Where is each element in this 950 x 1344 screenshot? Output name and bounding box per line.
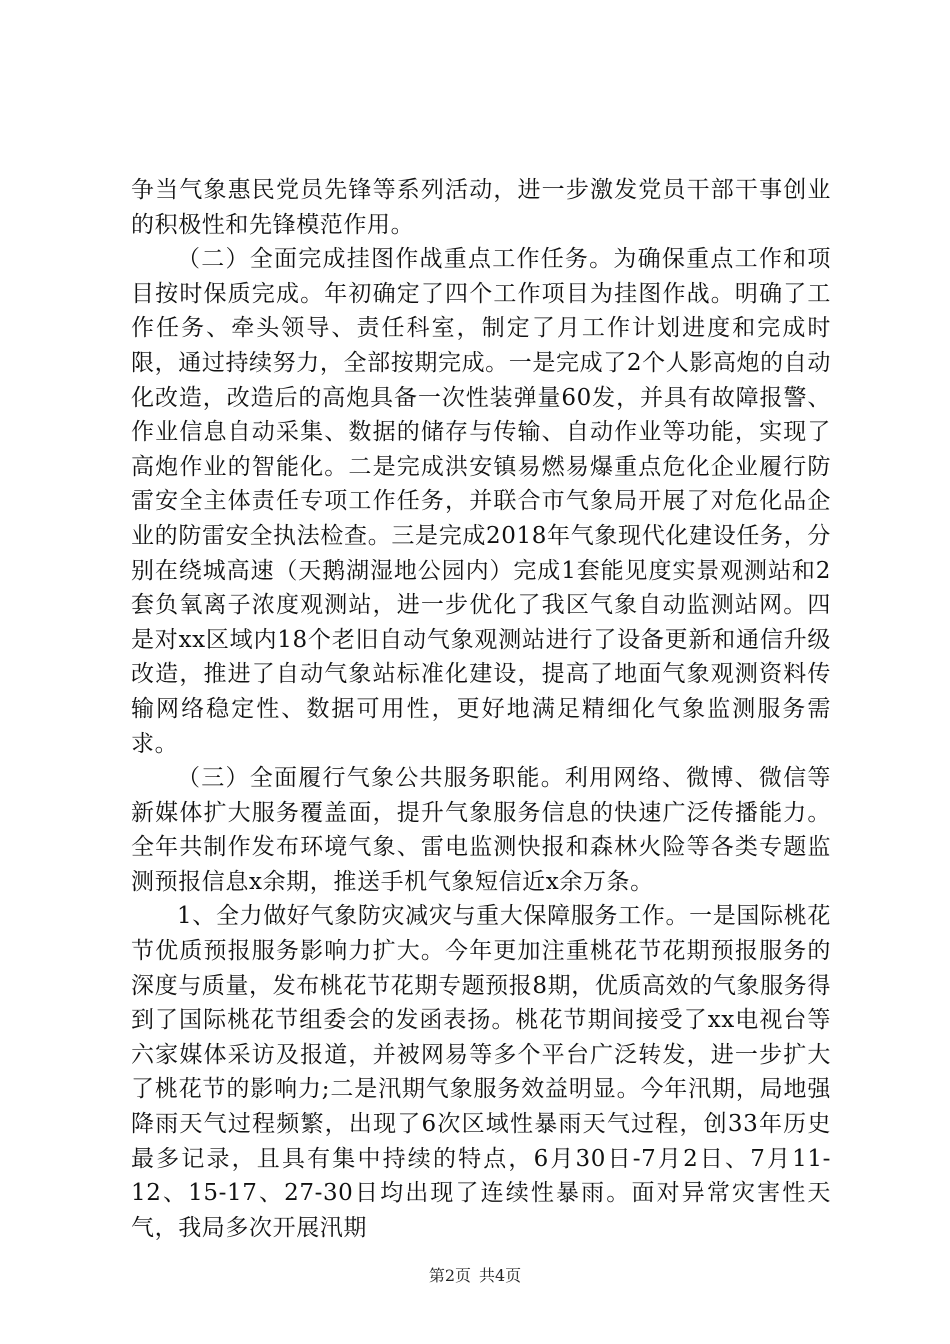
page-number: 第2页 <box>428 1266 471 1285</box>
document-body <box>131 173 831 1245</box>
paragraph-3: （三）全面履行气象公共服务职能。利用网络、微博、微信等新媒体扩大服务覆盖面，提升气象服务信息的快速广泛传播能力。全年共制作发布环境气象、雷电监测快报和森林火险等各类专题监测预报信息x余期，推送手机气象短信近x余万条。 <box>131 765 831 895</box>
paragraph-4: 1、全力做好气象防灾减灾与重大保障服务工作。一是国际桃花节优质预报服务影响力扩大。今年更加注重桃花节花期预报服务的深度与质量，发布桃花节花期专题预报8期，优质高效的气象服务得到了国际桃花节组委会的发函表扬。桃花节期间接受了xx电视台等六家媒体采访及报道，并被网易等多个平台广泛转发，进一步扩大了桃花节的影响力;二是汛期气象服务效益明显。今年汛期，局地强降雨天气过程频繁，出现了6次区域性暴雨天气过程，创33年历史最多记录，且具有集中持续的特点，6月30日-7月2日、7月11-12、15-17、27-30日均出现了连续性暴雨。面对异常灾害性天气，我局多次开展汛期 <box>131 903 831 1241</box>
page-footer <box>0 1266 950 1286</box>
paragraph-1: 争当气象惠民党员先锋等系列活动，进一步激发党员干部干事创业的积极性和先锋模范作用。 <box>131 177 831 238</box>
page-total: 共4页 <box>479 1266 522 1285</box>
paragraph-2: （二）全面完成挂图作战重点工作任务。为确保重点工作和项目按时保质完成。年初确定了四个工作项目为挂图作战。明确了工作任务、牵头领导、责任科室，制定了月工作计划进度和完成时限，通过持续努力，全部按期完成。一是完成了2个人影高炮的自动化改造，改造后的高炮具备一次性装弹量60发，并具有故障报警、作业信息自动采集、数据的储存与传输、自动作业等功能，实现了高炮作业的智能化。二是完成洪安镇易燃易爆重点危化企业履行防雷安全主体责任专项工作任务，并联合市气象局开展了对危化品企业的防雷安全执法检查。三是完成2018年气象现代化建设任务，分别在绕城高速（天鹅湖湿地公园内）完成1套能见度实景观测站和2套负氧离子浓度观测站，进一步优化了我区气象自动监测站网。四是对xx区域内18个老旧自动气象观测站进行了设备更新和通信升级改造，推进了自动气象站标准化建设，提高了地面气象观测资料传输网络稳定性、数据可用性，更好地满足精细化气象监测服务需求。 <box>131 246 831 757</box>
